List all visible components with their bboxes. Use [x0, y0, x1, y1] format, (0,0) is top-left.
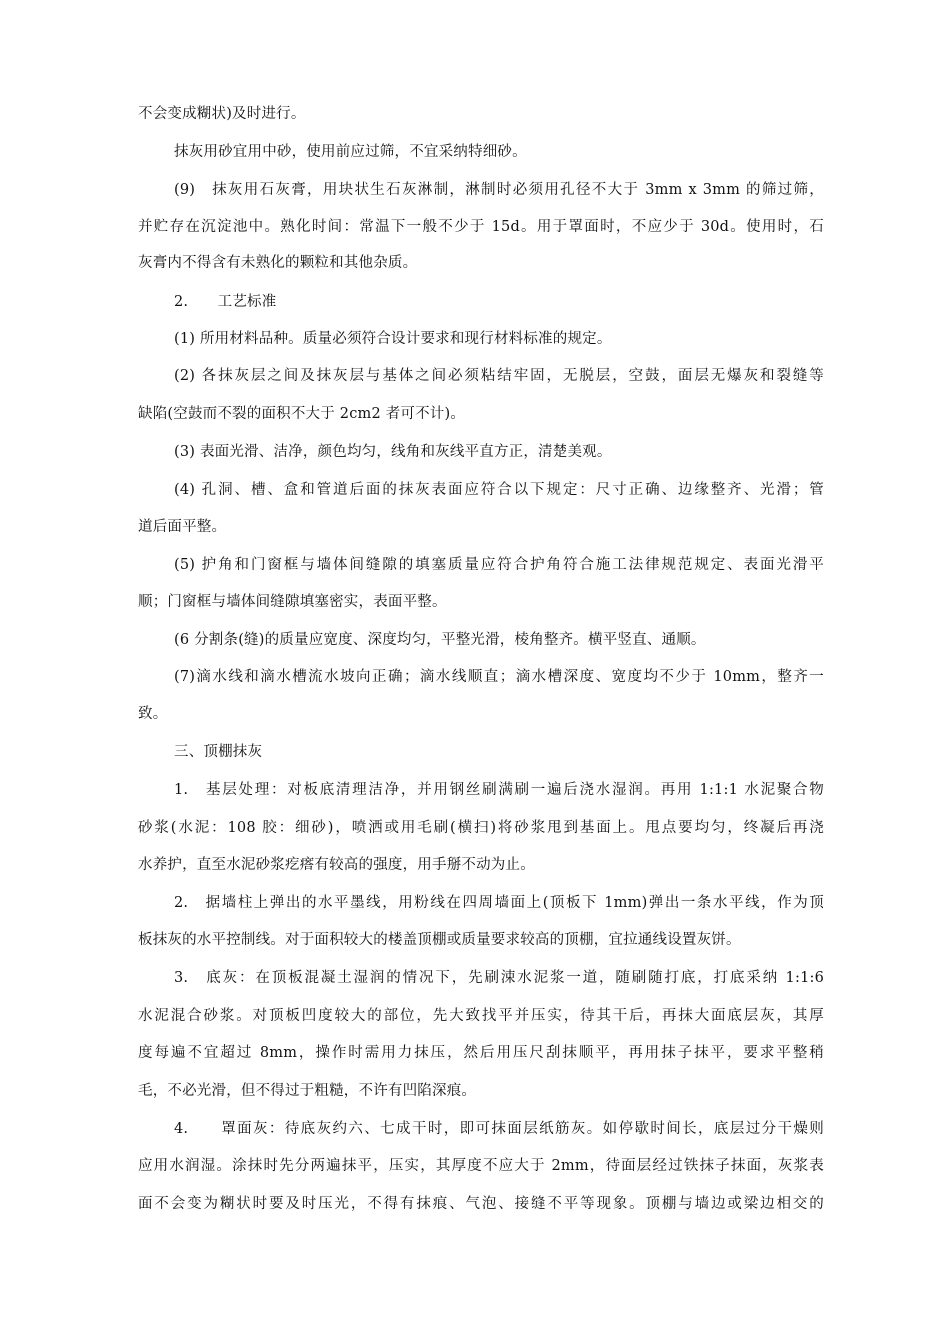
text-line-4: 并贮存在沉淀池中。熟化时间：常温下一般不少于 15d。用于罩面时，不应少于 30d。使用时，石: [138, 219, 824, 235]
text-line-7: (1) 所用材料品种。质量必须符合设计要求和现行材料标准的规定。: [174, 331, 612, 347]
text-line-26: 度每遍不宜超过 8mm，操作时需用力抹压，然后用压尺刮抹顺平，再用抹子抹平，要求平整稍: [138, 1045, 824, 1061]
text-line-2: 抹灰用砂宜用中砂，使用前应过筛，不宜采纳特细砂。: [174, 144, 527, 160]
text-line-12: 道后面平整。: [138, 519, 227, 535]
text-line-29: 应用水润湿。涂抹时先分两遍抹平，压实，其厚度不应大于 2mm，待面层经过铁抹子抹面，灰浆表: [138, 1158, 824, 1174]
text-line-23: 板抹灰的水平控制线。对于面积较大的楼盖顶棚或质量要求较高的顶棚，宜拉通线设置灰饼。: [138, 932, 741, 948]
text-line-10: (3) 表面光滑、洁净，颜色均匀，线角和灰线平直方正，清楚美观。: [174, 444, 612, 460]
text-line-16: (7)滴水线和滴水槽流水坡向正确；滴水线顺直；滴水槽深度、宽度均不少于 10mm，整齐一: [174, 669, 824, 685]
text-line-24: 3. 底灰：在顶板混凝土湿润的情况下，先刷涑水泥浆一道，随刷随打底，打底采纳 1:1:6: [174, 970, 824, 986]
text-line-15: (6 分割条(缝)的质量应宽度、深度均匀，平整光滑，棱角整齐。横平竖直、通顺。: [174, 632, 706, 648]
text-line-28: 4. 罩面灰：待底灰约六、七成干时，即可抹面层纸筋灰。如停歇时间长，底层过分干燥则: [174, 1121, 824, 1137]
text-line-9: 缺陷(空鼓而不裂的面积不大于 2cm2 者可不计)。: [138, 406, 466, 422]
text-line-3: (9) 抹灰用石灰膏，用块状生石灰淋制，淋制时必须用孔径不大于 3mm x 3mm 的筛过筛，: [174, 182, 824, 198]
text-line-27: 毛，不必光滑，但不得过于粗糙，不许有凹陷深痕。: [138, 1083, 477, 1099]
text-line-11: (4) 孔洞、槽、盒和管道后面的抹灰表面应符合以下规定：尺寸正确、边缘整齐、光滑；管: [174, 482, 824, 498]
text-line-1: 不会变成糊状)及时进行。: [138, 106, 306, 122]
text-line-19: 1. 基层处理：对板底清理洁净，并用钢丝刷满刷一遍后浇水湿润。再用 1:1:1 水泥聚合物: [174, 782, 824, 798]
section-heading-2: 2. 工艺标准: [174, 294, 277, 310]
text-line-21: 水养护，直至水泥砂浆疙瘩有较高的强度，用手掰不动为止。: [138, 857, 535, 873]
text-line-14: 顺；门窗框与墙体间缝隙填塞密实，表面平整。: [138, 594, 447, 610]
section-heading-3: 三、顶棚抹灰: [174, 744, 263, 760]
text-line-25: 水泥混合砂浆。对顶板凹度较大的部位，先大致找平并压实，待其干后，再抹大面底层灰，其厚: [138, 1008, 824, 1024]
text-line-20: 砂浆(水泥：108 胶：细砂)，喷洒或用毛刷(横扫)将砂浆甩到基面上。甩点要均匀，终凝后再浇: [138, 820, 824, 836]
text-line-13: (5) 护角和门窗框与墙体间缝隙的填塞质量应符合护角符合施工法律规范规定、表面光滑平: [174, 557, 824, 573]
text-line-22: 2. 据墙柱上弹出的水平墨线，用粉线在四周墙面上(顶板下 1mm)弹出一条水平线，作为顶: [174, 895, 824, 911]
text-line-8: (2) 各抹灰层之间及抹灰层与基体之间必须粘结牢固，无脱层，空鼓，面层无爆灰和裂缝等: [174, 368, 824, 384]
text-line-17: 致。: [138, 706, 168, 722]
text-line-5: 灰膏内不得含有未熟化的颗粒和其他杂质。: [138, 255, 418, 271]
text-line-30: 面不会变为糊状时要及时压光，不得有抹痕、气泡、接缝不平等现象。顶棚与墙边或梁边相交的: [138, 1196, 824, 1212]
